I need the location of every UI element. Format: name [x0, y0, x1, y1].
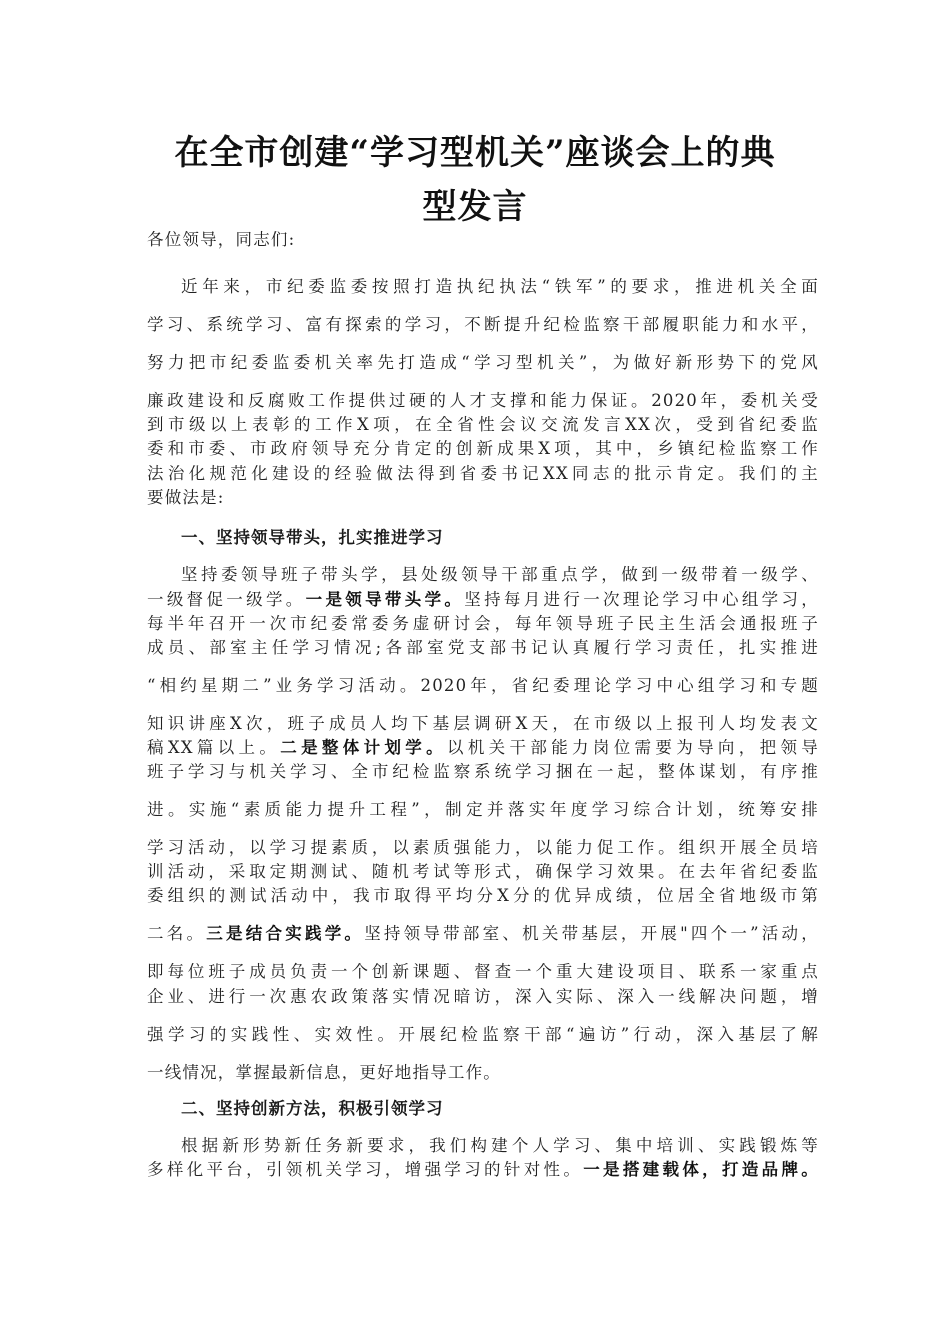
section1-line: 委组织的测试活动中，我市取得平均分X分的优异成绩，位居全省地级市第	[147, 886, 819, 905]
section2-text: 多样化平台，引领机关学习，增强学习的针对性。	[147, 1160, 584, 1179]
section1-line	[147, 588, 819, 612]
intro-line: 廉政建设和反腐败工作提供过硬的人才支撑和能力保证。2020年，委机关受	[147, 391, 819, 410]
section1-line: 即每位班子成员负责一个创新课题、督查一个重大建设项目、联系一家重点	[147, 962, 819, 981]
section1-text: 一级督促一级学。	[147, 590, 306, 609]
section1-text: 以机关干部能力岗位需要为导向，把领导	[446, 738, 819, 757]
section1-line: 强学习的实践性、实效性。开展纪检监察干部“遍访”行动，深入基层了解	[147, 1025, 819, 1044]
section1-line: 训活动，采取定期测试、随机考试等形式，确保学习效果。在去年省纪委监	[147, 862, 819, 881]
section1-text: 坚持领导带部室、机关带基层，开展"四个一”活动，	[364, 924, 819, 943]
salutation: 各位领导，同志们:	[147, 230, 296, 249]
section1-bold-point: 一是领导带头学。	[305, 590, 465, 609]
intro-line: 努力把市纪委监委机关率先打造成“学习型机关”，为做好新形势下的党风	[147, 353, 819, 372]
section1-line: 班子学习与机关学习、全市纪检监察系统学习捆在一起，整体谋划，有序推	[147, 762, 819, 781]
section-heading-1: 一、坚持领导带头，扎实推进学习	[181, 528, 444, 547]
section1-line: 企业、进行一次惠农政策落实情况暗访，深入实际、深入一线解决问题，增	[147, 987, 819, 1006]
intro-line: 到市级以上表彰的工作X项，在全省性会议交流发言XX次，受到省纪委监	[147, 415, 819, 434]
section2-line	[147, 1158, 819, 1182]
intro-line: 近年来，市纪委监委按照打造执纪执法“铁军”的要求，推进机关全面	[181, 277, 819, 296]
section1-text: 坚持每月进行一次理论学习中心组学习，	[464, 590, 819, 609]
intro-line: 法治化规范化建设的经验做法得到省委书记XX同志的批示肯定。我们的主	[147, 464, 819, 483]
section1-bold-point: 三是结合实践学。	[206, 924, 365, 943]
section1-text: 稿XX篇以上。	[147, 738, 281, 757]
section1-line: 进。实施“素质能力提升工程”，制定并落实年度学习综合计划，统筹安排	[147, 800, 819, 819]
title-line-1: 在全市创建“学习型机关”座谈会上的典	[174, 133, 776, 173]
intro-line: 要做法是:	[147, 488, 225, 507]
section1-line	[147, 736, 819, 760]
section1-line: 知识讲座X次，班子成员人均下基层调研X天，在市级以上报刊人均发表文	[147, 714, 819, 733]
section1-line: “相约星期二”业务学习活动。2020年，省纪委理论学习中心组学习和专题	[147, 676, 819, 695]
section1-line: 一线情况，掌握最新信息，更好地指导工作。	[147, 1063, 501, 1082]
section2-line: 根据新形势新任务新要求，我们构建个人学习、集中培训、实践锻炼等	[181, 1136, 819, 1155]
page-title	[120, 126, 830, 234]
title-line-2: 型发言	[422, 187, 528, 227]
section1-bold-point: 二是整体计划学。	[280, 738, 447, 757]
section2-bold-point: 一是搭建载体，打造品牌。	[583, 1160, 819, 1179]
section1-line	[147, 922, 819, 946]
intro-line: 委和市委、市政府领导充分肯定的创新成果X项，其中，乡镇纪检监察工作	[147, 439, 819, 458]
section1-line: 坚持委领导班子带头学，县处级领导干部重点学，做到一级带着一级学、	[181, 565, 819, 584]
section1-line: 学习活动，以学习提素质，以素质强能力，以能力促工作。组织开展全员培	[147, 838, 819, 857]
section1-text: 二名。	[147, 924, 207, 943]
intro-line: 学习、系统学习、富有探索的学习，不断提升纪检监察干部履职能力和水平，	[147, 315, 819, 334]
section1-line: 每半年召开一次市纪委常委务虚研讨会，每年领导班子民主生活会通报班子	[147, 614, 819, 633]
section1-line: 成员、部室主任学习情况;各部室党支部书记认真履行学习责任，扎实推进	[147, 638, 819, 657]
section-heading-2: 二、坚持创新方法，积极引领学习	[181, 1099, 444, 1118]
